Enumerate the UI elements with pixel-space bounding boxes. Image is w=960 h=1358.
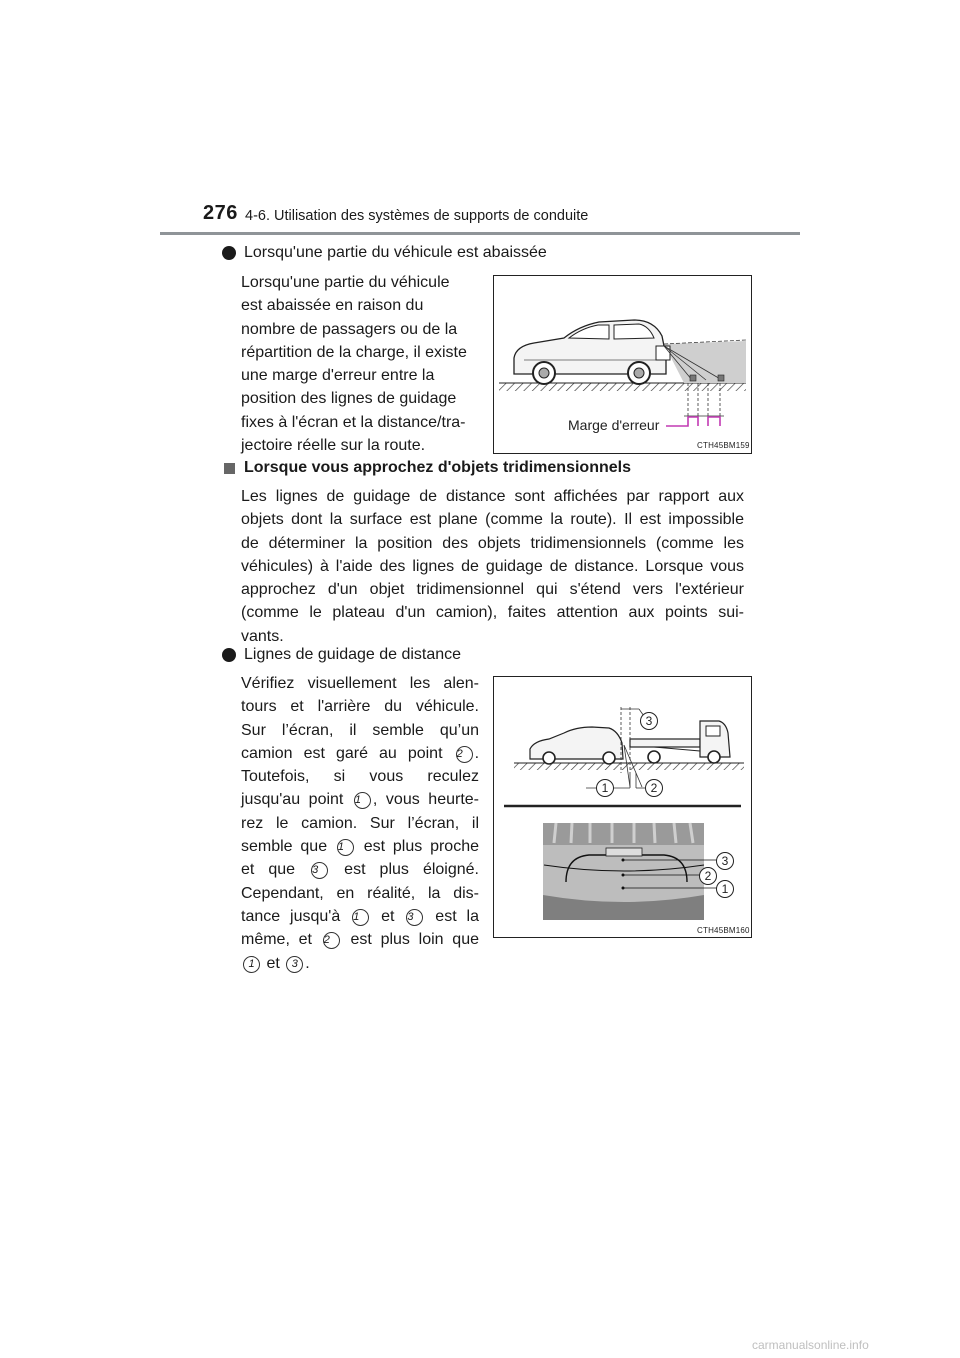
error-margin-label: Marge d'erreur	[568, 417, 660, 433]
paragraph-line: semble que 1 est plus proche	[241, 838, 480, 856]
section-heading: Lorsque vous approchez d'objets tridimensionnels	[244, 459, 631, 476]
bullet-icon	[222, 246, 236, 260]
point-3-badge: 3	[716, 852, 734, 870]
heading-3d-objects	[224, 457, 631, 479]
bullet-title: Lorsqu'une partie du véhicule est abaissée	[244, 244, 547, 261]
paragraph-line: jectoire réelle sur la route.	[241, 437, 426, 455]
paragraph-line: Vérifiez visuellement les alen-	[241, 675, 479, 692]
paragraph-line: tance jusqu'à 1 et 3 est la	[241, 907, 480, 925]
paragraph-line: approchez d'un objet tridimensionnel qui s'étend vers l'extérieur	[241, 581, 744, 599]
distance-guide-paragraph	[241, 672, 479, 975]
paragraph-line: fixes à l'écran et la distance/tra-	[241, 413, 466, 431]
truck-and-camera-illustration	[494, 677, 751, 937]
paragraph-line: position des lignes de guidage	[241, 390, 457, 408]
paragraph-line: répartition de la charge, il existe	[241, 343, 467, 361]
point-1-badge: 1	[596, 779, 614, 797]
error-margin-bracket	[666, 417, 698, 426]
paragraph-line: même, et 2 est plus loin que	[241, 931, 480, 949]
point-3-marker: 3	[406, 909, 423, 926]
camera-view-area	[664, 341, 746, 383]
paragraph-line: tours et l'arrière du véhicule.	[241, 698, 479, 716]
paragraph-line: jusqu'au point 1 , vous heurte-	[241, 791, 479, 809]
point-1-marker: 1	[354, 792, 371, 809]
point-1-marker: 1	[337, 839, 354, 856]
paragraph-line: Toutefois, si vous reculez	[241, 768, 479, 786]
truck-bed	[630, 739, 700, 747]
point-2-badge: 2	[645, 779, 663, 797]
lowered-vehicle-paragraph	[241, 271, 477, 457]
bullet-icon	[222, 648, 236, 662]
square-bullet-icon	[224, 463, 235, 474]
point-1-marker: 1	[352, 909, 369, 926]
paragraph-line: Lorsqu'une partie du véhicule	[241, 274, 450, 291]
paragraph-line: rez le camion. Sur l’écran, il	[241, 814, 479, 832]
paragraph-line: (comme le plateau d'un camion), faites attention aux points sui-	[241, 604, 744, 622]
point-3-marker: 3	[311, 862, 328, 879]
figure-code: CTH45BM160	[697, 926, 750, 935]
paragraph-line: Les lignes de guidage de distance sont affichées par rapport aux	[241, 488, 744, 505]
figure-3d-objects	[493, 676, 752, 938]
paragraph-line: nombre de passagers ou de la	[241, 320, 458, 338]
ground-hatch	[499, 383, 746, 391]
paragraph-line: est abaissée en raison du	[241, 297, 424, 315]
point-2-marker: 2	[456, 746, 473, 763]
figure-code: CTH45BM159	[697, 441, 750, 450]
section-title: 4-6. Utilisation des systèmes de supports de conduite	[245, 208, 589, 224]
header-divider	[160, 232, 800, 235]
point-1-marker: 1	[243, 956, 260, 973]
paragraph-line: 1 et 3 .	[241, 952, 479, 975]
paragraph-line: vants.	[241, 627, 284, 645]
bullet-item-lowered-vehicle	[222, 242, 547, 264]
paragraph-line: camion est garé au point 2 .	[241, 744, 480, 762]
paragraph-line: objets dont la surface est plane (comme la route). Il est impossible	[241, 511, 744, 529]
3d-objects-paragraph	[241, 485, 744, 648]
paragraph-line: Sur l’écran, il semble qu’un	[241, 721, 479, 739]
figure-lowered-vehicle	[493, 275, 752, 454]
paragraph-line: et que 3 est plus éloigné.	[241, 861, 479, 879]
watermark: carmanualsonline.info	[752, 1338, 869, 1352]
bullet-title: Lignes de guidage de distance	[244, 646, 462, 663]
point-1-badge: 1	[716, 880, 734, 898]
point-2-marker: 2	[323, 932, 340, 949]
point-2-badge: 2	[699, 867, 717, 885]
bullet-item-distance-guide-lines	[222, 644, 461, 666]
page-number: 276	[203, 202, 238, 224]
paragraph-line: une marge d'erreur entre la	[241, 367, 435, 385]
paragraph-line: Cependant, en réalité, la dis-	[241, 884, 479, 902]
paragraph-line: véhicules) à l'aide des lignes de guidage de distance. Lorsque vous	[241, 557, 744, 575]
paragraph-line: de déterminer la position des objets tridimensionnels (comme les	[241, 534, 744, 552]
point-3-marker: 3	[286, 956, 303, 973]
point-3-badge: 3	[640, 712, 658, 730]
